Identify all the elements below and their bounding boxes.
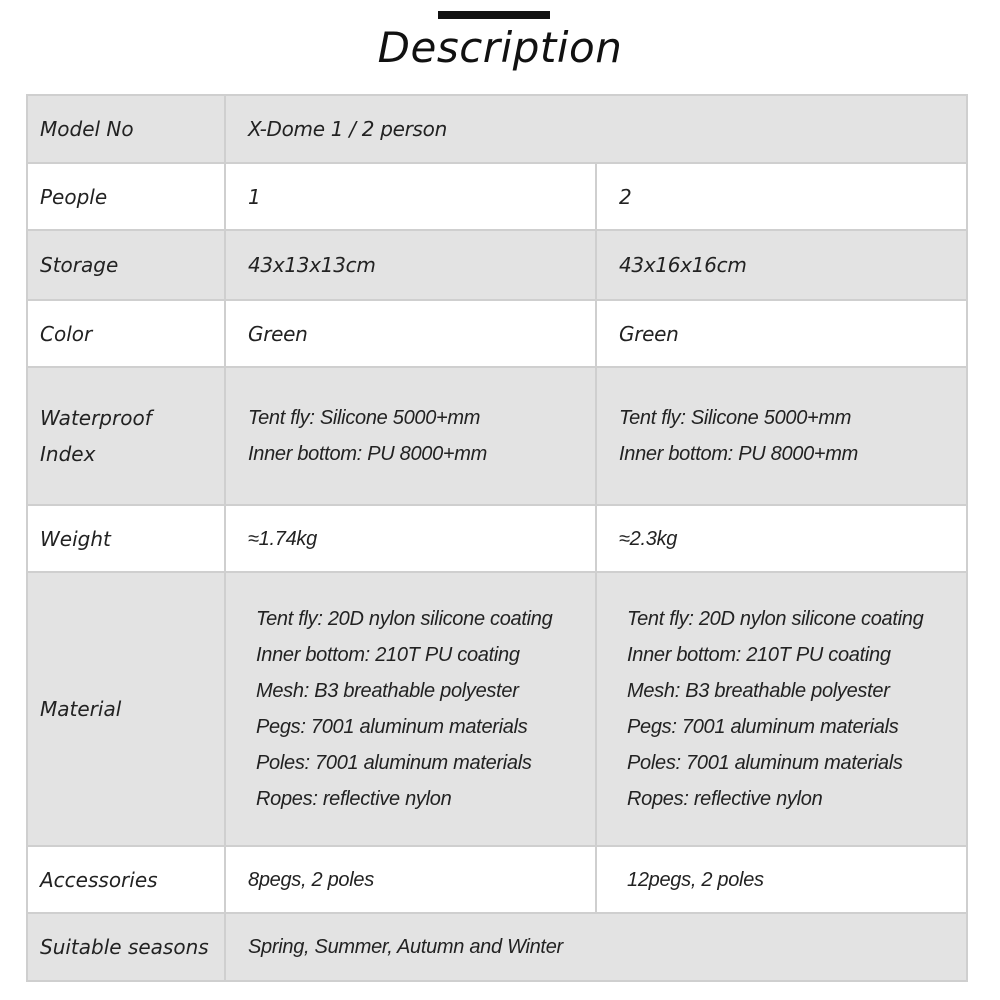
- label-model-no: Model No: [27, 95, 225, 163]
- value-people-1: 1: [225, 163, 596, 230]
- material-2-line-1: Tent fly: 20D nylon silicone coating: [627, 608, 924, 630]
- value-weight-1: ≈1.74kg: [225, 505, 596, 572]
- value-color-2: Green: [596, 300, 967, 367]
- table-row-material: [27, 572, 967, 846]
- label-material: Material: [27, 572, 225, 846]
- material-2-line-2: Inner bottom: 210T PU coating: [627, 644, 891, 666]
- material-1-line-3: Mesh: B3 breathable polyester: [256, 680, 519, 702]
- page-title: Description: [377, 23, 623, 72]
- material-1-line-4: Pegs: 7001 aluminum materials: [256, 716, 528, 738]
- waterproof-1-line-1: Tent fly: Silicone 5000+mm: [248, 407, 481, 429]
- label-people: People: [27, 163, 225, 230]
- value-storage-2: 43x16x16cm: [596, 230, 967, 300]
- material-1-line-6: Ropes: reflective nylon: [256, 788, 452, 810]
- table-row-accessories: [27, 846, 967, 913]
- table-row-seasons: [27, 913, 967, 981]
- material-2-line-5: Poles: 7001 aluminum materials: [627, 752, 903, 774]
- label-seasons: Suitable seasons: [27, 913, 225, 981]
- label-waterproof-line-1: Waterproof: [40, 406, 152, 430]
- value-model-no: X-Dome 1 / 2 person: [225, 95, 967, 163]
- value-accessories-2: 12pegs, 2 poles: [596, 846, 967, 913]
- label-weight: Weight: [27, 505, 225, 572]
- table-row-waterproof: [27, 367, 967, 505]
- material-1-line-5: Poles: 7001 aluminum materials: [256, 752, 532, 774]
- label-waterproof: [27, 367, 225, 505]
- waterproof-2-line-1: Tent fly: Silicone 5000+mm: [619, 407, 852, 429]
- table-row-weight: [27, 505, 967, 572]
- table-row-storage: [27, 230, 967, 300]
- value-people-2: 2: [596, 163, 967, 230]
- table-row-color: [27, 300, 967, 367]
- value-color-1: Green: [225, 300, 596, 367]
- material-1-line-1: Tent fly: 20D nylon silicone coating: [256, 608, 553, 630]
- material-1-line-2: Inner bottom: 210T PU coating: [256, 644, 520, 666]
- title-accent-bar: [438, 11, 550, 19]
- spec-table: [26, 94, 968, 982]
- value-material-2: [596, 572, 967, 846]
- value-storage-1: 43x13x13cm: [225, 230, 596, 300]
- value-material-1: [225, 572, 596, 846]
- value-weight-2: ≈2.3kg: [596, 505, 967, 572]
- label-storage: Storage: [27, 230, 225, 300]
- material-2-line-6: Ropes: reflective nylon: [627, 788, 823, 810]
- value-waterproof-1: [225, 367, 596, 505]
- material-2-line-3: Mesh: B3 breathable polyester: [627, 680, 890, 702]
- label-accessories: Accessories: [27, 846, 225, 913]
- waterproof-1-line-2: Inner bottom: PU 8000+mm: [248, 443, 488, 465]
- value-seasons: Spring, Summer, Autumn and Winter: [225, 913, 967, 981]
- label-color: Color: [27, 300, 225, 367]
- value-accessories-1: 8pegs, 2 poles: [225, 846, 596, 913]
- label-waterproof-line-2: Index: [40, 442, 96, 466]
- value-waterproof-2: [596, 367, 967, 505]
- table-row-model-no: [27, 95, 967, 163]
- waterproof-2-line-2: Inner bottom: PU 8000+mm: [619, 443, 859, 465]
- table-row-people: [27, 163, 967, 230]
- material-2-line-4: Pegs: 7001 aluminum materials: [627, 716, 899, 738]
